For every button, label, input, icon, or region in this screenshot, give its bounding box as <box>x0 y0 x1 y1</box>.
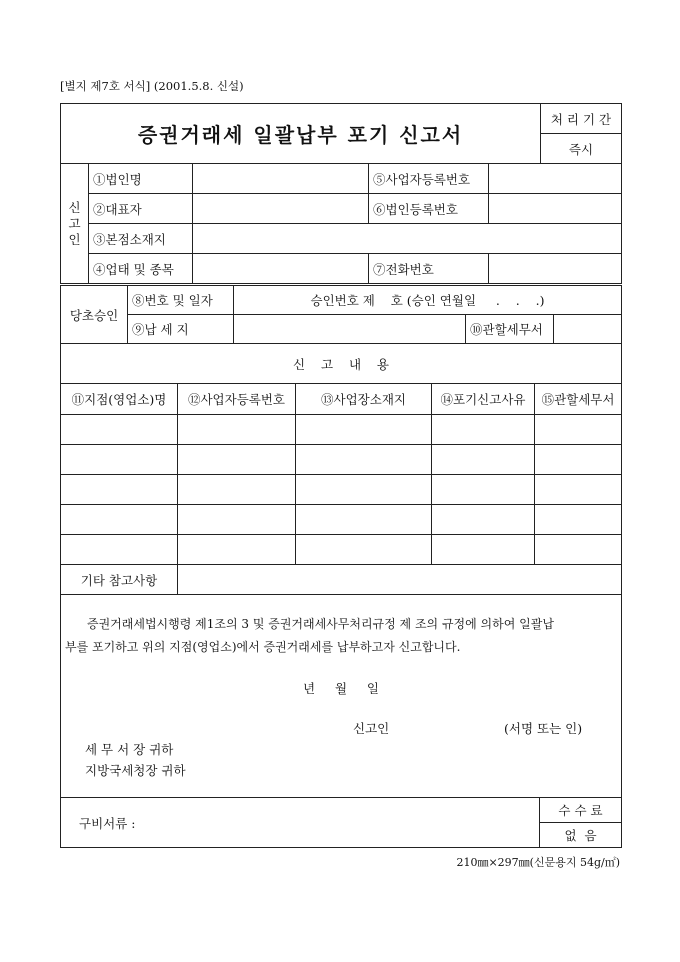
approval-table <box>60 285 622 344</box>
phone-label: ⑦전화번호 <box>369 254 489 284</box>
declaration-text <box>65 613 617 659</box>
tax-office-label: ⑩관할세무서 <box>466 315 554 344</box>
payment-place-label: ⑨납 세 지 <box>128 315 234 344</box>
column-header: ⑭포기신고사유 <box>432 384 535 415</box>
location-cell[interactable] <box>296 445 432 475</box>
declarant-label: 신 고 인 <box>61 164 89 284</box>
tax-office-cell[interactable] <box>535 445 622 475</box>
biz-reg-no-cell[interactable] <box>178 415 296 445</box>
addressee-tax-office: 세 무 서 장 귀하 <box>85 742 174 757</box>
reason-cell[interactable] <box>432 505 535 535</box>
location-cell[interactable] <box>296 415 432 445</box>
corp-name-label: ①법인명 <box>89 164 193 194</box>
table-row <box>61 415 622 445</box>
declaration-date: 년 월 일 <box>303 681 379 696</box>
biz-reg-no-field[interactable] <box>489 164 622 194</box>
declaration-line-2: 부를 포기하고 위의 지점(영업소)에서 증권거래세를 납부하고자 신고합니다. <box>65 640 461 654</box>
column-header: ⑮관할세무서 <box>535 384 622 415</box>
reason-cell[interactable] <box>432 415 535 445</box>
table-row <box>61 505 622 535</box>
reason-cell[interactable] <box>432 475 535 505</box>
declaration-table <box>60 594 622 848</box>
tax-office-cell[interactable] <box>535 535 622 565</box>
signature-note: (서명 또는 인) <box>504 721 583 736</box>
business-type-label: ④업태 및 종목 <box>89 254 193 284</box>
biz-reg-no-cell[interactable] <box>178 535 296 565</box>
biz-reg-no-label: ⑤사업자등록번호 <box>369 164 489 194</box>
form-reference: [별지 제7호 서식] (2001.5.8. 신설) <box>60 79 244 93</box>
tax-office-cell[interactable] <box>535 475 622 505</box>
reason-cell[interactable] <box>432 535 535 565</box>
report-section-title: 신 고 내 용 <box>61 344 622 384</box>
biz-reg-no-cell[interactable] <box>178 505 296 535</box>
tax-office-cell[interactable] <box>535 415 622 445</box>
location-cell[interactable] <box>296 535 432 565</box>
table-row <box>61 535 622 565</box>
column-header: ⑬사업장소재지 <box>296 384 432 415</box>
declarant-table <box>60 103 622 284</box>
fee-value: 없 음 <box>540 823 622 848</box>
corp-name-field[interactable] <box>193 164 369 194</box>
approval-number-text: 승인번호 제 호 (승인 연월일 . . .) <box>234 286 622 315</box>
branch-name-cell[interactable] <box>61 535 178 565</box>
head-office-field[interactable] <box>193 224 622 254</box>
number-date-label: ⑧번호 및 일자 <box>128 286 234 315</box>
paper-spec: 210㎜×297㎜(신문용지 54g/㎡) <box>456 856 620 869</box>
location-cell[interactable] <box>296 505 432 535</box>
fee-label: 수 수 료 <box>540 798 622 823</box>
business-type-field[interactable] <box>193 254 369 284</box>
column-header: ⑫사업자등록번호 <box>178 384 296 415</box>
table-row <box>61 475 622 505</box>
other-notes-field[interactable] <box>178 565 622 595</box>
tax-office-cell[interactable] <box>535 505 622 535</box>
branch-name-cell[interactable] <box>61 475 178 505</box>
location-cell[interactable] <box>296 475 432 505</box>
declaration-block <box>61 595 622 798</box>
payment-place-field[interactable] <box>234 315 466 344</box>
biz-reg-no-cell[interactable] <box>178 445 296 475</box>
corp-reg-no-label: ⑥법인등록번호 <box>369 194 489 224</box>
signer-label: 신고인 <box>353 721 390 736</box>
head-office-label: ③본점소재지 <box>89 224 193 254</box>
branch-name-cell[interactable] <box>61 505 178 535</box>
column-header: ⑪지점(영업소)명 <box>61 384 178 415</box>
reason-cell[interactable] <box>432 445 535 475</box>
form-title: 증권거래세 일괄납부 포기 신고서 <box>61 104 541 164</box>
biz-reg-no-cell[interactable] <box>178 475 296 505</box>
corp-reg-no-field[interactable] <box>489 194 622 224</box>
declaration-line-1: 증권거래세법시행령 제1조의 3 및 증권거래세사무처리규정 제 조의 규정에 의하여 일괄납 <box>87 617 554 631</box>
branch-name-cell[interactable] <box>61 445 178 475</box>
table-row <box>61 445 622 475</box>
phone-field[interactable] <box>489 254 622 284</box>
other-notes-label: 기타 참고사항 <box>61 565 178 595</box>
addressee-regional-office: 지방국세청장 귀하 <box>85 763 186 778</box>
tax-office-field[interactable] <box>554 315 622 344</box>
processing-period-value: 즉시 <box>541 134 622 164</box>
representative-label: ②대표자 <box>89 194 193 224</box>
original-approval-label: 당초승인 <box>61 286 128 344</box>
report-table <box>60 343 622 595</box>
branch-name-cell[interactable] <box>61 415 178 445</box>
processing-period-label: 처 리 기 간 <box>541 104 622 134</box>
required-documents: 구비서류 : <box>61 798 540 848</box>
representative-field[interactable] <box>193 194 369 224</box>
